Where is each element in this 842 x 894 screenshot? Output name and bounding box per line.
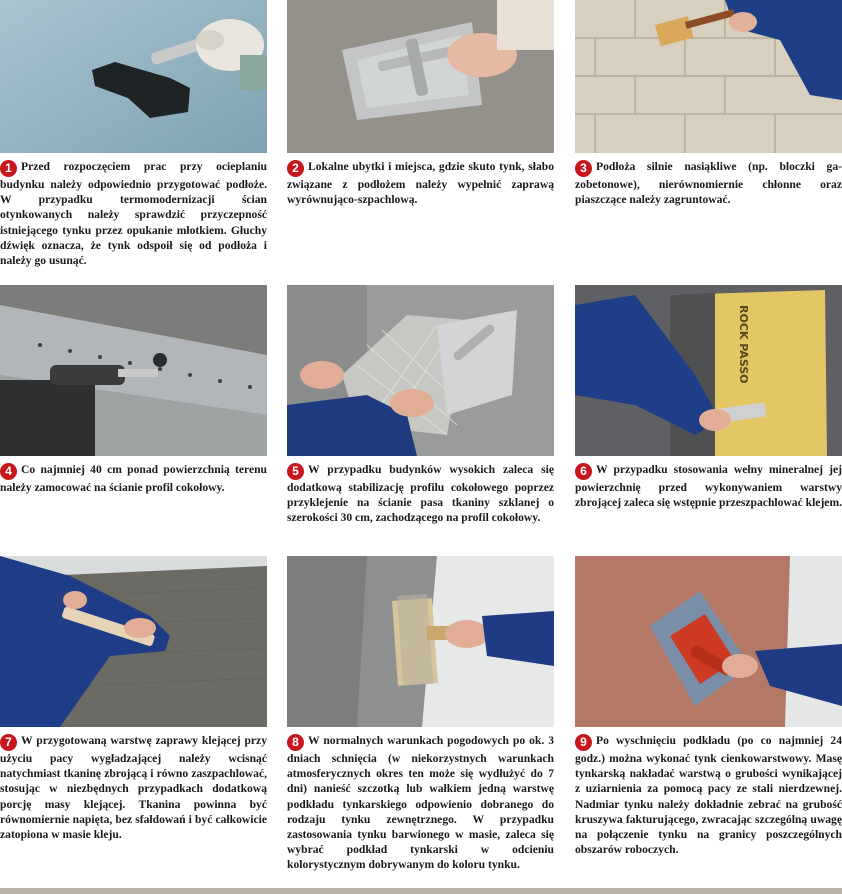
step-3 — [575, 0, 842, 280]
step-4-caption — [0, 462, 267, 495]
step-1-photo — [0, 0, 267, 153]
hammer-on-plaster-photo-icon — [0, 0, 267, 153]
step-7-photo — [0, 556, 267, 727]
step-9-caption — [575, 733, 842, 857]
step-3-photo — [575, 0, 842, 153]
drill-base-profile-photo-icon — [0, 285, 267, 456]
step-number-badge: 6 — [575, 463, 592, 480]
step-text: Podłoża silnie nasiąkliwe (np. bloczki gazobetonowe), nierównomiernie chłonne oraz piaszczące należy zagruntować. — [575, 160, 842, 207]
step-text: Co najmniej 40 cm ponad powierzchnią terenu należy zamocować na ścianie profil cokołowy. — [0, 463, 267, 494]
step-text: W normalnych warunkach pogodowych po ok. 3 dniach schnięcia (w niekorzystnych warunkach atmosferycznych okres ten może się wydłużyć do 7 dni) nanieść szczotką lub wałkiem jedną warstwę podkładu tynkarskiego odpowienio dobranego do rodzaju tynku zewnętrznego. W przypadku zastosowania tynku barwionego w masie, zaleca się wybrać podkład tynkarski w odcieniu kolorystycznym dobrywanym do koloru tynku. — [287, 734, 554, 872]
step-number-badge: 7 — [0, 734, 17, 751]
step-text: W przypadku stosowania wełny mineralnej jej powierzchnię przed wykonywaniem warstwy zbrojącej zaleca się wstępnie przeszpachlować klejem. — [575, 463, 842, 510]
step-2 — [287, 0, 554, 280]
step-text: W przypadku budynków wysokich zaleca się dodatkową stabilizację profilu cokołowego poprzez przyklejenie na ścianie pasa tkaniny szklanej o szerokości 30 cm, zachodzącego na profil cokołowy. — [287, 463, 554, 525]
step-2-caption — [287, 159, 554, 207]
step-number-badge: 4 — [0, 463, 17, 480]
step-8-photo — [287, 556, 554, 727]
wool-board-label: ROCK PASSO — [737, 305, 750, 384]
step-5-photo — [287, 285, 554, 456]
primer-brush-photo-icon — [287, 556, 554, 727]
step-1 — [0, 0, 267, 280]
step-number-badge: 3 — [575, 160, 592, 177]
step-4-photo — [0, 285, 267, 456]
bottom-rule — [0, 888, 842, 894]
embedding-mesh-photo-icon — [0, 556, 267, 727]
step-5 — [287, 285, 554, 547]
step-8 — [287, 556, 554, 886]
step-3-caption — [575, 159, 842, 207]
step-5-caption — [287, 462, 554, 526]
trowel-filling-photo-icon — [287, 0, 554, 153]
step-9-photo — [575, 556, 842, 727]
step-text: W przygotowaną warstwę zaprawy klejącej przy użyciu pacy wygładzającej należy wcisnąć natychmiast tkaninę zbrojącą i równo zaszpachlować, stosując w niezbędnych przypadkach dodatkową porcję masy klejącej. Tkanina powinna być równomiernie napięta, bez sfałdowań i być całkowicie zatopiona w masie kleju. — [0, 734, 267, 842]
step-9 — [575, 556, 842, 886]
mesh-strip-photo-icon — [287, 285, 554, 456]
step-4 — [0, 285, 267, 547]
step-2-photo — [287, 0, 554, 153]
step-number-badge: 2 — [287, 160, 304, 177]
step-number-badge: 1 — [0, 160, 17, 177]
brush-priming-photo-icon — [575, 0, 842, 153]
step-text: Po wyschnięciu podkładu (po co najmniej 24 godz.) można wykonać tynk cienkowarstwowy. Masę tynkarską nakładać warstwą o grubości wynikającej z uziarnienia za pomocą pacy ze stali nierdzewnej. Nadmiar tynku należy dokładnie zebrać na grubość kruszywa fakturującego, zwracając szczególną uwagę na połączenie tynku na granicy poszczególnych obszarów roboczych. — [575, 734, 842, 857]
step-number-badge: 8 — [287, 734, 304, 751]
step-6 — [575, 285, 842, 547]
step-8-caption — [287, 733, 554, 873]
step-1-caption — [0, 159, 267, 268]
step-7-caption — [0, 733, 267, 842]
step-7 — [0, 556, 267, 886]
step-6-caption — [575, 462, 842, 510]
step-number-badge: 9 — [575, 734, 592, 751]
render-trowel-photo-icon — [575, 556, 842, 727]
mineral-wool-trowel-photo-icon — [575, 285, 842, 456]
step-text: Lokalne ubytki i miejsca, gdzie skuto tynk, słabo związane z podłożem należy wypełnić zaprawą wyrównująco-szpachlową. — [287, 160, 554, 207]
step-text: Przed rozpoczęciem prac przy ocieplaniu budynku należy odpowiednio przygotować podłoże. W przypadku termomodernizacji ścian otynkowanych należy sprawdzić przyczepność istniejącego tynku przez opukanie młotkiem. Głuchy dźwięk oznacza, że tynk odspoił się od podłoża i należy go usunąć. — [0, 160, 267, 268]
step-6-photo — [575, 285, 842, 456]
step-number-badge: 5 — [287, 463, 304, 480]
